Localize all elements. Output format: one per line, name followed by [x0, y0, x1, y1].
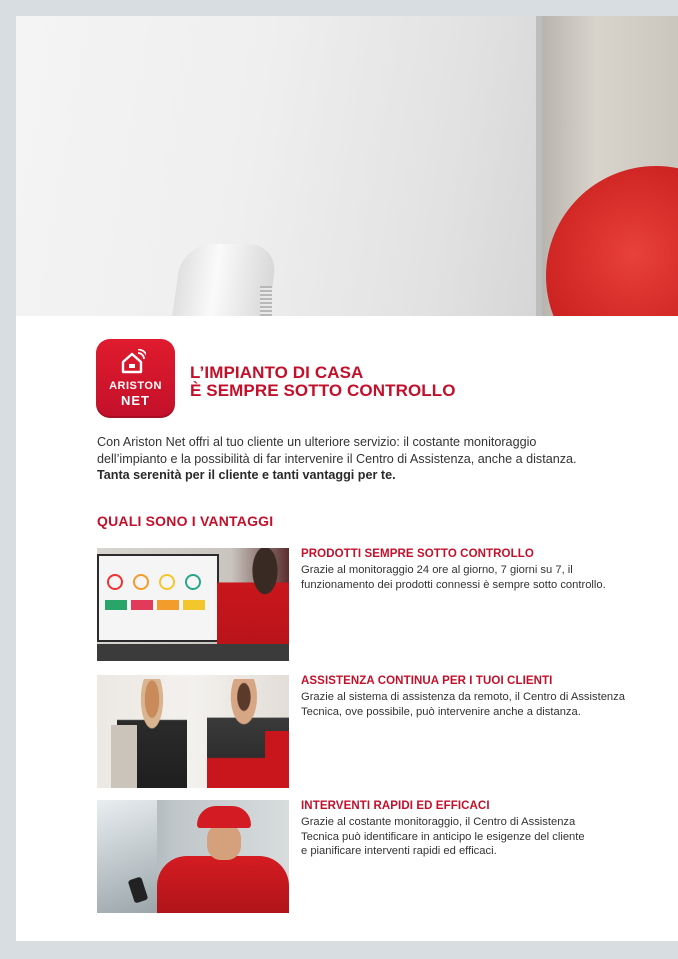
benefit-desc-line: e pianificare interventi rapidi ed efficaci. [301, 845, 497, 857]
benefit-title: ASSISTENZA CONTINUA PER I TUOI CLIENTI [301, 675, 553, 687]
benefit-title: INTERVENTI RAPIDI ED EFFICACI [301, 800, 490, 812]
technician-sleeve [265, 731, 289, 788]
benefit-desc-line: Tecnica può identificare in anticipo le esigenze del cliente [301, 830, 585, 843]
ariston-net-logo [96, 339, 175, 418]
monitor-screen [97, 554, 219, 642]
benefit-title: PRODOTTI SEMPRE SOTTO CONTROLLO [301, 548, 534, 560]
intro-line-2: dell’impianto e la possibilità di far intervenire il Centro di Assistenza, anche a distanza. [97, 451, 577, 466]
headline-line-1: L’IMPIANTO DI CASA [190, 363, 364, 382]
benefit-desc-line: Grazie al costante monitoraggio, il Centro di Assistenza [301, 816, 576, 828]
technician-face [207, 824, 241, 860]
benefit-description [301, 815, 641, 859]
hero-monitor [16, 16, 542, 316]
technician-cap [197, 806, 251, 828]
headline [190, 364, 590, 400]
logo-text-net: NET [121, 393, 150, 408]
section-title: QUALI SONO I VANTAGGI [97, 513, 274, 529]
desk [97, 644, 289, 661]
customer-coat [111, 725, 137, 788]
benefit-desc-line: Grazie al monitoraggio 24 ore al giorno, 7 giorni su 7, il [301, 564, 573, 576]
benefit-photo-dashboard [97, 548, 289, 661]
benefit-photo-consultation [97, 675, 289, 788]
benefit-description [301, 563, 641, 592]
intro-paragraph [97, 434, 657, 484]
brochure-page [16, 16, 678, 941]
intro-line-1: Con Ariston Net offri al tuo cliente un ulteriore servizio: il costante monitoraggio [97, 435, 537, 449]
technician-jacket [157, 856, 289, 913]
benefit-desc-line: Grazie al sistema di assistenza da remoto, il Centro di Assistenza [301, 691, 625, 703]
logo-text-ariston: ARISTON [109, 380, 162, 392]
house-wifi-icon [120, 349, 146, 375]
hero-photo [16, 16, 678, 316]
intro-bold-line: Tanta serenità per il cliente e tanti vantaggi per te. [97, 468, 396, 482]
benefit-desc-line: Tecnica, ove possibile, può intervenire anche a distanza. [301, 705, 581, 718]
van-window [97, 800, 157, 913]
headline-line-2: È SEMPRE SOTTO CONTROLLO [190, 381, 456, 400]
benefit-desc-line: funzionamento dei prodotti connessi è sempre sotto controllo. [301, 578, 606, 591]
benefit-photo-van [97, 800, 289, 913]
benefit-description [301, 690, 641, 719]
hero-stand-vent [260, 286, 272, 316]
